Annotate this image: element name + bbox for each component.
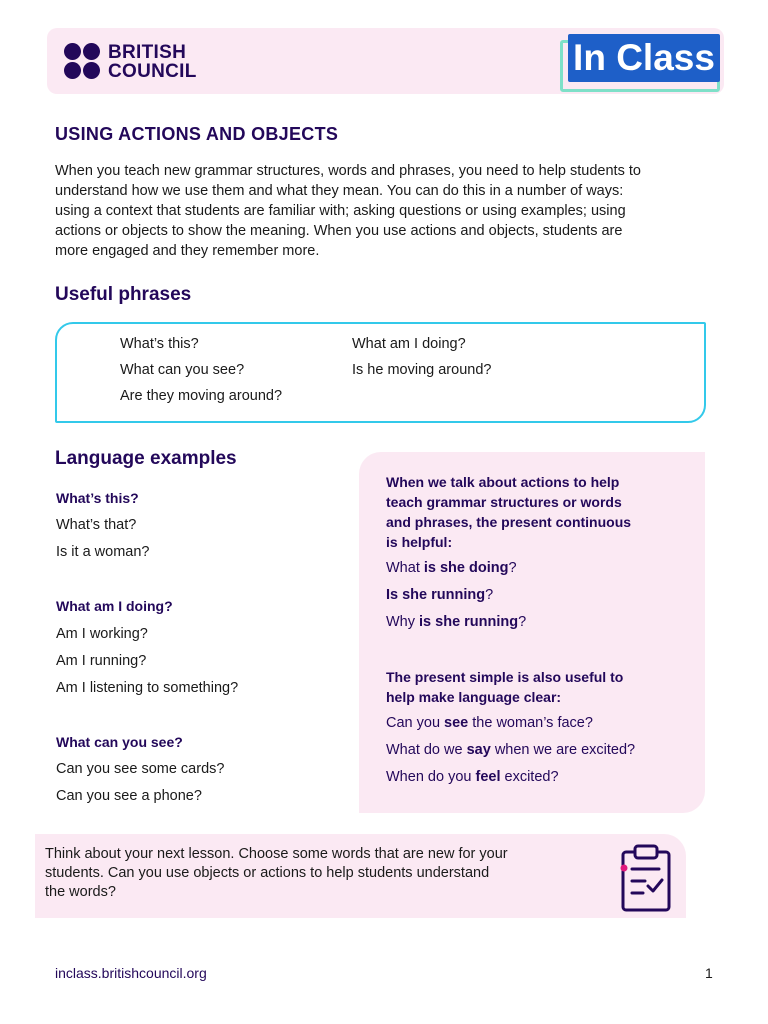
note-heading-line: and phrases, the present continuous [386,514,632,530]
in-class-badge [556,30,726,94]
logo-line-2: COUNCIL [108,61,197,82]
clipboard-check-icon [615,842,675,914]
note-heading-line: teach grammar structures or words [386,494,622,510]
useful-phrases-heading: Useful phrases [55,284,192,305]
task-line: students. Can you use objects or actions to help students understand [45,865,490,881]
phrase-item: Is he moving around? [352,362,492,378]
example-item: Am I running? [56,653,147,669]
logo-line-1: BRITISH [108,42,187,63]
badge-label: In Class [568,34,720,82]
note-example: Can you see the woman’s face? [386,715,593,731]
example-item: Can you see a phone? [56,788,202,804]
logo-wordmark [108,43,197,81]
footer-url-link[interactable]: inclass.britishcouncil.org [55,965,207,981]
task-text [45,845,575,902]
example-group-heading: What am I doing? [56,598,173,614]
example-item: Can you see some cards? [56,761,225,777]
example-item: Am I working? [56,626,148,642]
page-title: USING ACTIONS AND OBJECTS [55,124,339,144]
note-heading-continuous [386,472,686,552]
intro-line: actions or objects to show the meaning. When you use actions and objects, students are [55,223,623,239]
note-heading-line: is helpful: [386,534,453,550]
british-council-logo [64,43,214,83]
note-example: Is she running? [386,587,494,603]
note-heading-line: help make language clear: [386,689,562,705]
phrase-item: What am I doing? [352,336,466,352]
logo-dots-icon [64,43,104,83]
note-example: What is she doing? [386,560,517,576]
intro-line: When you teach new grammar structures, words and phrases, you need to help students to [55,163,641,179]
note-example: What do we say when we are excited? [386,742,636,758]
note-heading-line: The present simple is also useful to [386,669,624,685]
task-line: Think about your next lesson. Choose some words that are new for your [45,846,508,862]
example-item: Am I listening to something? [56,680,239,696]
phrase-item: Are they moving around? [120,388,283,404]
example-group-heading: What can you see? [56,734,183,750]
example-group-heading: What’s this? [56,490,139,506]
phrase-item: What can you see? [120,362,245,378]
note-example: Why is she running? [386,614,527,630]
language-examples-heading: Language examples [55,448,237,469]
phrase-item: What’s this? [120,336,199,352]
example-item: What’s that? [56,517,137,533]
note-heading-simple [386,667,686,707]
task-line: the words? [45,884,116,900]
intro-line: using a context that students are familiar with; asking questions or using examples; using [55,203,626,219]
example-item: Is it a woman? [56,544,150,560]
note-example: When do you feel excited? [386,769,559,785]
intro-paragraph [55,161,715,261]
intro-line: understand how we use them and what they mean. You can do this in a number of ways: [55,183,624,199]
page-number: 1 [705,965,713,981]
note-heading-line: When we talk about actions to help [386,474,620,490]
intro-line: more engaged and they remember more. [55,243,320,259]
